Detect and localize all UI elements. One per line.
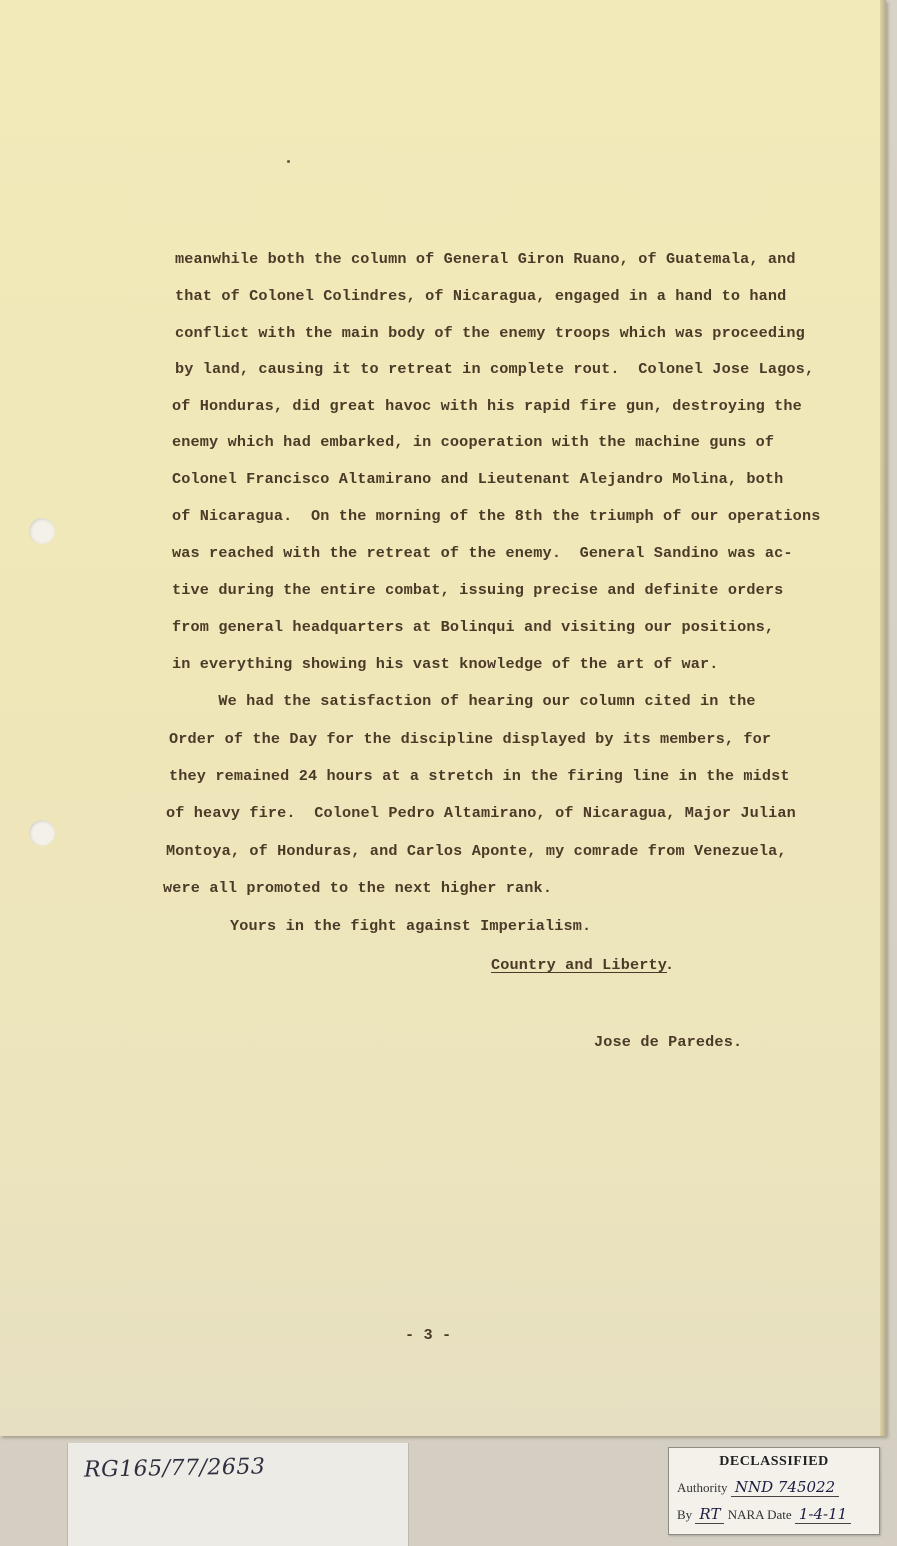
motto: Country and Liberty	[491, 956, 668, 974]
body-line: meanwhile both the column of General Giron Ruano, of Guatemala, and	[175, 250, 796, 268]
body-line: in everything showing his vast knowledge of the art of war.	[172, 655, 719, 673]
body-line: was reached with the retreat of the enemy. General Sandino was ac-	[172, 544, 793, 562]
body-line: tive during the entire combat, issuing precise and definite orders	[172, 581, 784, 599]
page-edge	[880, 0, 886, 1436]
body-line: Colonel Francisco Altamirano and Lieutenant Alejandro Molina, both	[172, 470, 784, 488]
authority-label: Authority	[677, 1480, 728, 1495]
body-line: of Honduras, did great havoc with his rapid fire gun, destroying the	[172, 397, 802, 415]
body-line: by land, causing it to retreat in complete rout. Colonel Jose Lagos,	[175, 360, 815, 378]
punch-hole	[29, 518, 55, 544]
body-line: We had the satisfaction of hearing our column cited in the	[172, 692, 756, 710]
by-label: By	[677, 1507, 693, 1522]
authority-row	[677, 1478, 839, 1496]
signature: Jose de Paredes.	[594, 1033, 743, 1051]
body-line: conflict with the main body of the enemy troops which was proceeding	[175, 324, 805, 342]
paper-speck	[287, 160, 290, 163]
body-line: of heavy fire. Colonel Pedro Altamirano, of Nicaragua, Major Julian	[166, 804, 796, 822]
body-line: were all promoted to the next higher rank.	[163, 879, 553, 897]
by-row	[677, 1505, 851, 1523]
body-line: Order of the Day for the discipline displayed by its members, for	[169, 730, 772, 748]
punch-hole	[29, 820, 55, 846]
body-line: of Nicaragua. On the morning of the 8th the triumph of our operations	[172, 507, 821, 525]
authority-value: NND 745022	[731, 1478, 839, 1497]
date-value: 1-4-11	[795, 1505, 851, 1524]
closing-line: Yours in the fight against Imperialism.	[230, 917, 592, 935]
archive-reference: RG165/77/2653	[83, 1454, 266, 1483]
body-line: Montoya, of Honduras, and Carlos Aponte, my comrade from Venezuela,	[166, 842, 787, 860]
motto-period: .	[665, 956, 675, 974]
body-line: from general headquarters at Bolinqui and visiting our positions,	[172, 618, 775, 636]
declassified-title: DECLASSIFIED	[719, 1454, 829, 1469]
page-number: - 3 -	[405, 1326, 452, 1344]
by-value: RT	[695, 1505, 724, 1524]
nara-date-label: NARA Date	[727, 1507, 792, 1522]
body-line: they remained 24 hours at a stretch in the firing line in the midst	[169, 767, 790, 785]
declassified-stamp	[668, 1447, 880, 1535]
body-line: enemy which had embarked, in cooperation with the machine guns of	[172, 433, 775, 451]
body-line: that of Colonel Colindres, of Nicaragua, engaged in a hand to hand	[175, 287, 787, 305]
